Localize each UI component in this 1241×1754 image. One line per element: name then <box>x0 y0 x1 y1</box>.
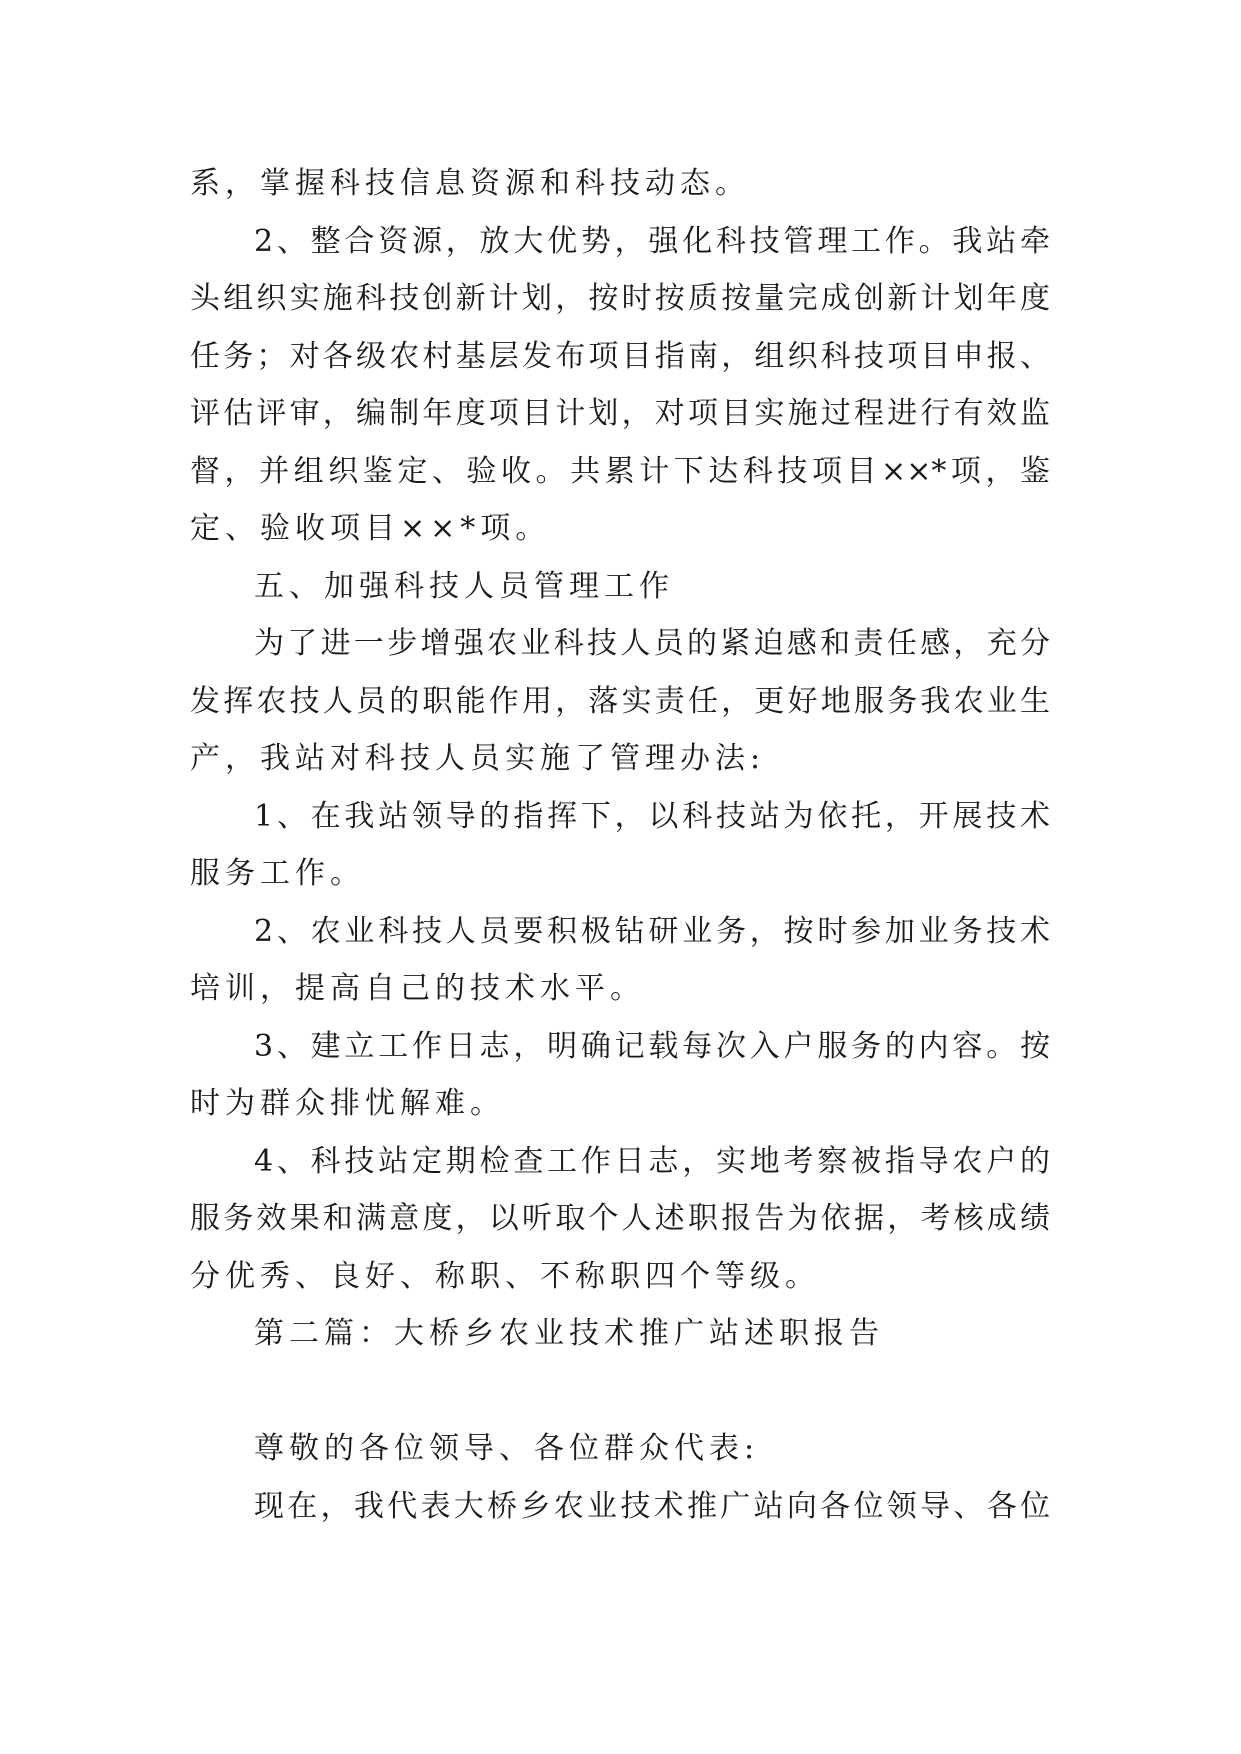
paragraph-line: 2、整合资源，放大优势，强化科技管理工作。我站牵 <box>254 223 1050 259</box>
paragraph-line: 定、验收项目××*项。 <box>190 511 551 546</box>
paragraph-line: 服务效果和满意度，以听取个人述职报告为依据，考核成绩 <box>190 1201 1050 1236</box>
paragraph-line: 任务；对各级农村基层发布项目指南，组织科技项目申报、 <box>190 338 1050 374</box>
paragraph-line: 服务工作。 <box>190 856 365 891</box>
paragraph-line: 2、农业科技人员要积极钻研业务，按时参加业务技术 <box>254 913 1050 949</box>
paragraph-line: 为了进一步增强农业科技人员的紧迫感和责任感，充分 <box>254 626 1050 661</box>
paragraph-line: 发挥农技人员的职能作用，落实责任，更好地服务我农业生 <box>190 683 1050 719</box>
paragraph-line: 系，掌握科技信息资源和科技动态。 <box>190 166 750 201</box>
paragraph-line: 现在，我代表大桥乡农业技术推广站向各位领导、各位 <box>254 1488 1050 1524</box>
paragraph-line: 4、科技站定期检查工作日志，实地考察被指导农户的 <box>254 1143 1050 1179</box>
blank-line <box>190 1363 1050 1421</box>
article-title: 第二篇：大桥乡农业技术推广站述职报告 <box>254 1316 884 1351</box>
paragraph-line: 3、建立工作日志，明确记载每次入户服务的内容。按 <box>254 1028 1050 1064</box>
paragraph-line: 培训，提高自己的技术水平。 <box>190 971 645 1006</box>
document-body <box>190 155 1050 1535</box>
paragraph-line: 时为群众排忧解难。 <box>190 1086 505 1121</box>
paragraph-line: 产，我站对科技人员实施了管理办法: <box>190 741 766 776</box>
paragraph-line: 督，并组织鉴定、验收。共累计下达科技项目××*项，鉴 <box>190 453 1050 489</box>
paragraph-line: 评估评审，编制年度项目计划，对项目实施过程进行有效监 <box>190 396 1050 431</box>
paragraph-line: 分优秀、良好、称职、不称职四个等级。 <box>190 1258 820 1294</box>
paragraph-line: 头组织实施科技创新计划，按时按质按量完成创新计划年度 <box>190 281 1050 316</box>
section-heading: 五、加强科技人员管理工作 <box>254 568 674 604</box>
paragraph-line: 1、在我站领导的指挥下，以科技站为依托，开展技术 <box>254 798 1050 834</box>
salutation: 尊敬的各位领导、各位群众代表: <box>254 1431 760 1466</box>
